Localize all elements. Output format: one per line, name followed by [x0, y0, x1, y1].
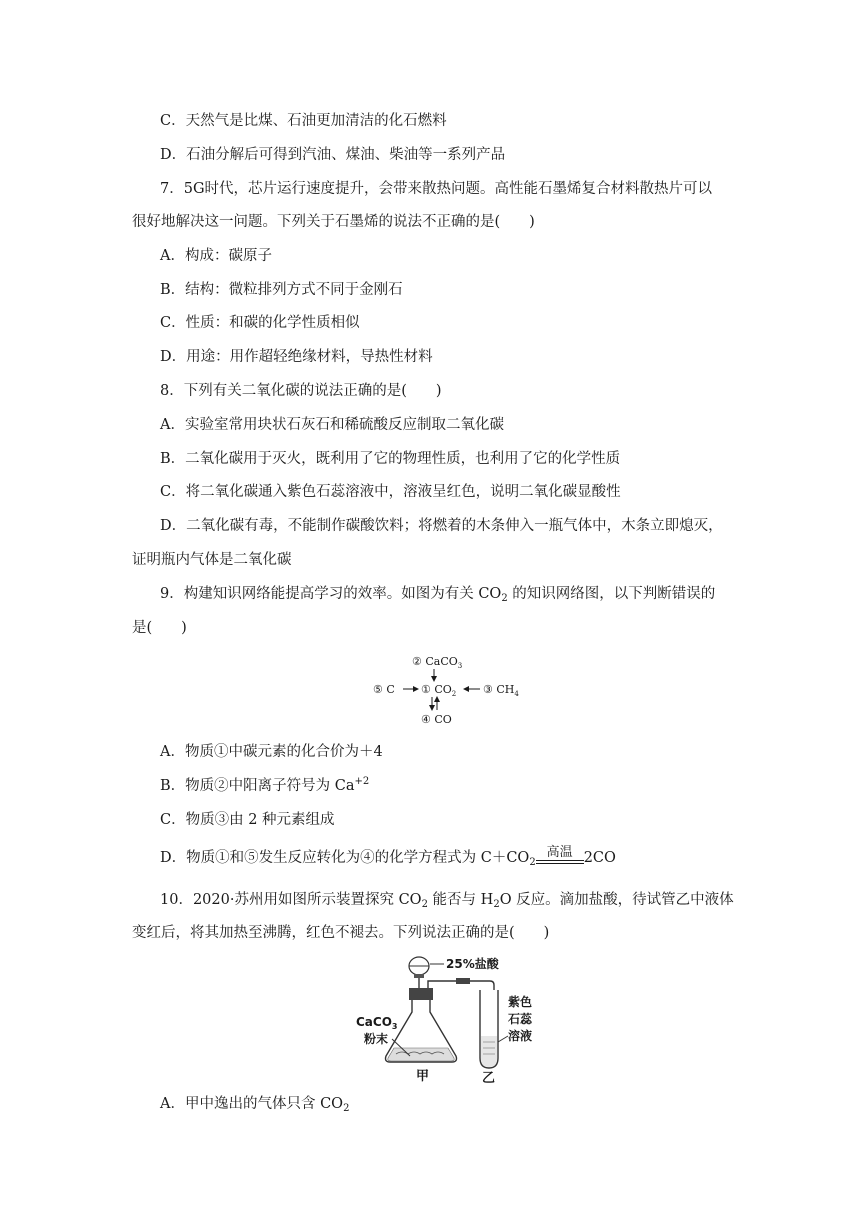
- q10-stem-line2: 变红后，将其加热至沸腾，红色不褪去。下列说法正确的是( ): [132, 925, 550, 941]
- rubber-connector: [456, 978, 470, 984]
- q9-option-c: C．物质③由 2 种元素组成: [160, 812, 335, 828]
- q8-option-a: A．实验室常用块状石灰石和稀硫酸反应制取二氧化碳: [160, 417, 504, 433]
- q8-stem: 8．下列有关二氧化碳的说法正确的是( ): [160, 383, 442, 399]
- q9-stem-line1: 9．构建知识网络能提高学习的效率。如图为有关 $CO_2$ 的知识网络图，以下判断错误的: [160, 586, 716, 604]
- q7-option-d: D．用途：用作超轻绝缘材料，导热性材料: [160, 349, 433, 365]
- q9-option-a: A．物质①中碳元素的化合价为＋4: [160, 744, 383, 760]
- q7-option-a: A．构成：碳原子: [160, 248, 272, 264]
- q6-option-d: D．石油分解后可得到汽油、煤油、柴油等一系列产品: [160, 147, 506, 163]
- indicator-label-3: 溶液: [508, 1029, 533, 1043]
- q8-option-b: B．二氧化碳用于灭火，既利用了它的物理性质，也利用了它的化学性质: [160, 451, 621, 467]
- q9-option-b: B．物质②中阳离子符号为 $Ca^{+2}$: [160, 776, 370, 794]
- experiment-apparatus: [352, 950, 542, 1088]
- q9-stem-line2: 是( ): [132, 620, 187, 636]
- funnel-stopcock: [414, 974, 424, 978]
- q7-option-b: B．结构：微粒排列方式不同于金刚石: [160, 282, 403, 298]
- q8-option-d-line1: D．二氧化碳有毒，不能制作碳酸饮料；将燃着的木条伸入一瓶气体中，木条立即熄灭，: [160, 518, 723, 534]
- q7-stem-line2: 很好地解决这一问题。下列关于石墨烯的说法不正确的是( ): [132, 214, 535, 230]
- indicator-label-2: 石蕊: [508, 1012, 533, 1026]
- diagram-node-caco3: ② CaCO$_3$: [412, 655, 463, 670]
- q10-stem-line1: 10．2020·苏州用如图所示装置探究 $CO_2$ 能否与 $H_2O$ 反应。滴加盐酸，待试管乙中液体: [160, 892, 734, 910]
- diagram-node-c: ⑤ C: [373, 683, 395, 696]
- diagram-node-co: ④ CO: [421, 713, 452, 726]
- flask-label-jia: 甲: [416, 1069, 430, 1084]
- solid-label-powder: 粉末: [364, 1032, 389, 1046]
- q10-option-a: A．甲中逸出的气体只含 $CO_2$: [160, 1096, 350, 1114]
- q7-option-c: C．性质：和碳的化学性质相似: [160, 315, 360, 331]
- q8-option-d-line2: 证明瓶内气体是二氧化碳: [132, 552, 292, 568]
- indicator-label-1: 紫色: [508, 995, 533, 1009]
- tube-label-yi: 乙: [482, 1071, 496, 1086]
- co2-network-diagram: [368, 650, 528, 728]
- q8-option-c: C．将二氧化碳通入紫色石蕊溶液中，溶液呈红色，说明二氧化碳显酸性: [160, 484, 621, 500]
- solid-label-caco3: CaCO$_3$: [356, 1015, 398, 1031]
- q6-option-c: C．天然气是比煤、石油更加清洁的化石燃料: [160, 113, 447, 129]
- reaction-condition: 高温: [536, 846, 584, 864]
- diagram-node-ch4: ③ $CH_4$: [483, 683, 519, 698]
- q9-option-d: D．物质①和⑤发生反应转化为④的化学方程式为 $C+CO_2$ 高温 2CO: [160, 845, 616, 868]
- diagram-node-co2: ① $CO_2$: [421, 683, 457, 698]
- acid-label: 25%盐酸: [446, 957, 499, 971]
- q7-stem-line1: 7．5G时代，芯片运行速度提升，会带来散热问题。高性能石墨烯复合材料散热片可以: [160, 181, 713, 197]
- rubber-stopper: [409, 988, 433, 1000]
